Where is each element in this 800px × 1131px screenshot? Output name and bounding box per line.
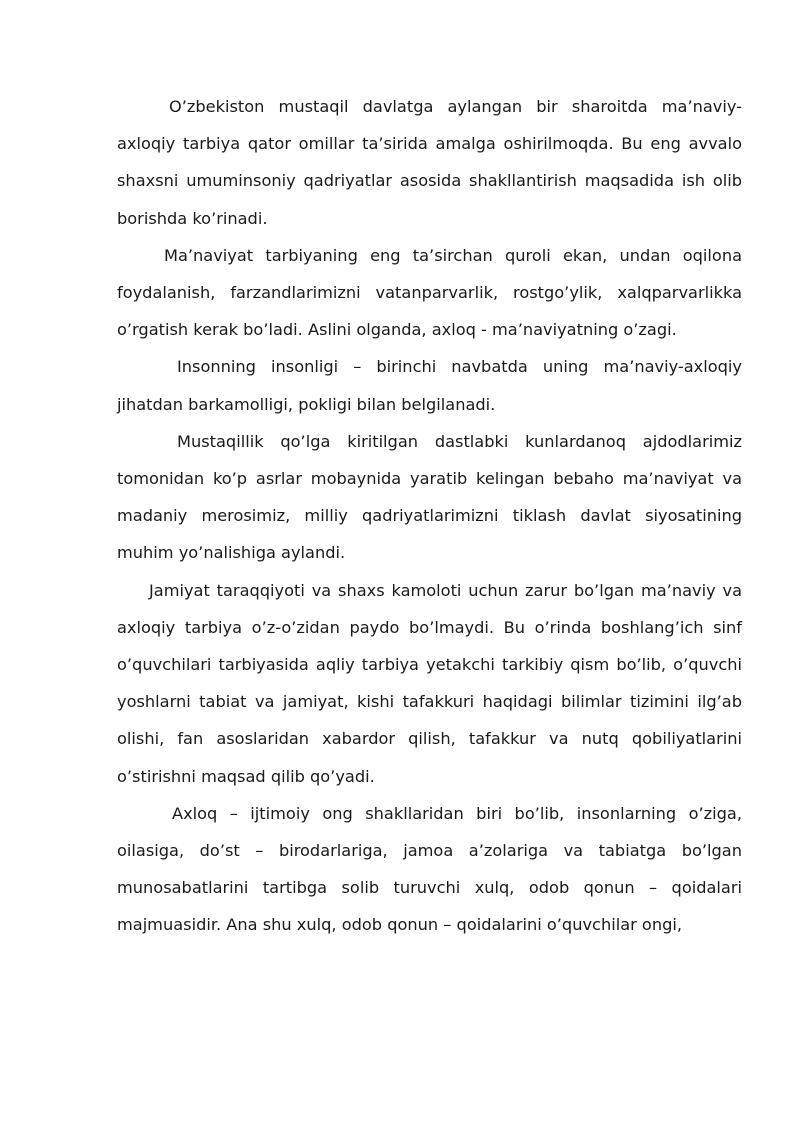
- paragraph-5: Jamiyat taraqqiyoti va shaxs kamoloti uchun zarur bo’lgan ma’naviy va axloqiy tarbiya o’z-o’zidan paydo bo’lmaydi. Bu o’rinda boshlang’ich sinf o’quvchilari tarbiyasida aqliy tarbiya yetakchi tarkibiy qism bo’lib, o’quvchi yoshlarni tabiat va jamiyat, kishi tafakkuri haqidagi bilimlar tizimini ilg’ab olishi, fan asoslaridan xabardor qilish, tafakkur va nutq qobiliyatlarini o’stirishni maqsad qilib qo’yadi.: [117, 580, 742, 786]
- paragraph-4: Mustaqillik qo’lga kiritilgan dastlabki kunlardanoq ajdodlarimiz tomonidan ko’p asrlar mobaynida yaratib kelingan bebaho ma’naviyat va madaniy merosimiz, milliy qadriyatlarimizni tiklash davlat siyosatining muhim yo’nalishiga aylandi.: [117, 431, 742, 563]
- paragraph-6: Axloq – ijtimoiy ong shakllaridan biri bo’lib, insonlarning o’ziga, oilasiga, do’st – birodarlariga, jamoa a’zolariga va tabiatga bo’lgan munosabatlarini tartibga solib turuvchi xulq, odob qonun – qoidalari majmuasidir. Ana shu xulq, odob qonun – qoidalarini o’quvchilar ongi,: [117, 803, 742, 935]
- paragraph-2: Ma’naviyat tarbiyaning eng ta’sirchan quroli ekan, undan oqilona foydalanish, farzandlarimizni vatanparvarlik, rostgo’ylik, xalqparvarlikka o’rgatish kerak bo’ladi. Aslini olganda, axloq - ma’naviyatning o’zagi.: [117, 245, 742, 340]
- paragraph-1: O’zbekiston mustaqil davlatga aylangan bir sharoitda ma’naviy-axloqiy tarbiya qator omillar ta’sirida amalga oshirilmoqda. Bu eng avvalo shaxsni umuminsoniy qadriyatlar asosida shakllantirish maqsadida ish olib borishda ko’rinadi.: [117, 97, 742, 228]
- body-text: [117, 88, 742, 944]
- paragraph-3: Insonning insonligi – birinchi navbatda uning ma’naviy-axloqiy jihatdan barkamolligi, pokligi bilan belgilanadi.: [117, 357, 742, 414]
